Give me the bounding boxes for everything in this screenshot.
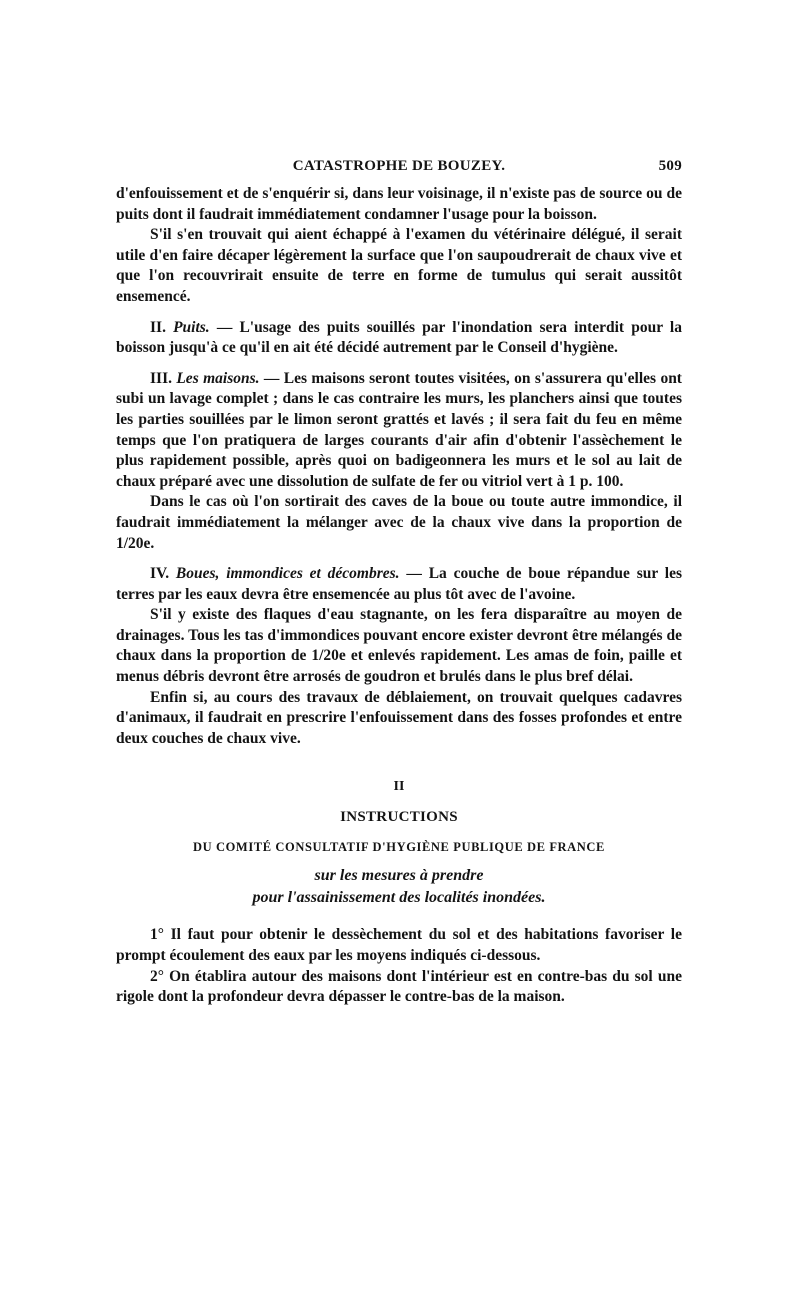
section-heading-boues: Boues, immondices et décombres. bbox=[175, 565, 400, 583]
section-label-iii: III. bbox=[150, 369, 177, 387]
paragraph-boues bbox=[116, 564, 682, 605]
paragraph-decaper: S'il s'en trouvait qui aient échappé à l'examen du vétérinaire délégué, il serait utile d'en faire décaper légèrement la surface que l'on saupoudrerait de chaux vive et que l'on recouvrirait ensuite de terre en forme de tumulus qui serait aussitôt ensemencé. bbox=[116, 226, 682, 305]
running-title: CATASTROPHE DE BOUZEY. bbox=[292, 158, 506, 174]
running-header bbox=[116, 158, 682, 184]
section-title: INSTRUCTIONS bbox=[340, 809, 458, 826]
paragraph-boues-text: — La couche de boue répandue sur les terres par les eaux devra être ensemencée au plus tôt avec de l'avoine. bbox=[116, 565, 682, 603]
paragraph-puits bbox=[116, 318, 682, 359]
paragraph-puits-text: — L'usage des puits souillés par l'inondation sera interdit pour la boisson jusqu'à ce qu'il en ait été décidé autrement par le Conseil d'hygiène. bbox=[116, 318, 682, 357]
paragraph-maisons bbox=[116, 369, 682, 493]
section-subtitle: DU COMITÉ CONSULTATIF D'HYGIÈNE PUBLIQUE DE FRANCE bbox=[193, 840, 605, 855]
paragraph-instruction-2: 2° On établira autour des maisons dont l'intérieur est en contre-bas du sol une rigole dont la profondeur devra dépasser le contre-bas de la maison. bbox=[116, 967, 682, 1006]
section-italic-line-2: pour l'assainissement des localités inondées. bbox=[252, 889, 546, 907]
section-label-ii: II. bbox=[150, 318, 174, 336]
paragraph-cadavres: Enfin si, au cours des travaux de déblaiement, on trouvait quelques cadavres d'animaux, il faudrait en prescrire l'enfouissement dans des fosses profondes et entre deux couches de chaux vive. bbox=[116, 688, 682, 747]
section-number: II bbox=[393, 779, 405, 795]
section-heading-puits: Puits. bbox=[173, 318, 210, 336]
book-page bbox=[116, 158, 682, 1008]
paragraph-flaques: S'il y existe des flaques d'eau stagnante, on les fera disparaître au moyen de drainages. Tous les tas d'immondices pouvant encore exister devront être mélangés de chaux dans la proportion de 1/20e et enlevés rapidement. Les amas de foin, paille et menus débris devront être arrosés de goudron et brulés dans le plus bref délai. bbox=[116, 606, 682, 686]
paragraph-maisons-text: — Les maisons seront toutes visitées, on s'assurera qu'elles ont subi un lavage complet ; dans le cas contraire les murs, les planchers ainsi que toutes les parties souillées par le limon seront grattés et lavés ; il sera fait du feu en même temps que l'on pratiquera de larges courants d'air afin d'obtenir l'assèchement le plus rapidement possible, après quoi on badigeonnera les murs et le sol au lait de chaux préparé avec une dissolution de sulfate de fer ou vitriol vert à 1 p. 100. bbox=[116, 369, 682, 490]
section-italic-line-1: sur les mesures à prendre bbox=[314, 867, 484, 885]
paragraph-instruction-1: 1° Il faut pour obtenir le dessèchement du sol et des habitations favoriser le prompt écoulement des eaux par les moyens indiqués ci-dessous. bbox=[116, 926, 682, 965]
paragraph-caves: Dans le cas où l'on sortirait des caves de la boue ou toute autre immondice, il faudrait immédiatement la mélanger avec de la chaux vive dans la proportion de 1/20e. bbox=[116, 493, 682, 552]
section-label-iv: IV. bbox=[150, 565, 176, 583]
paragraph-enfouissement: d'enfouissement et de s'enquérir si, dans leur voisinage, il n'existe pas de source ou de puits dont il faudrait immédiatement condamner l'usage pour la boisson. bbox=[116, 185, 682, 223]
page-number: 509 bbox=[658, 158, 682, 174]
section-heading-maisons: Les maisons. bbox=[176, 369, 260, 387]
